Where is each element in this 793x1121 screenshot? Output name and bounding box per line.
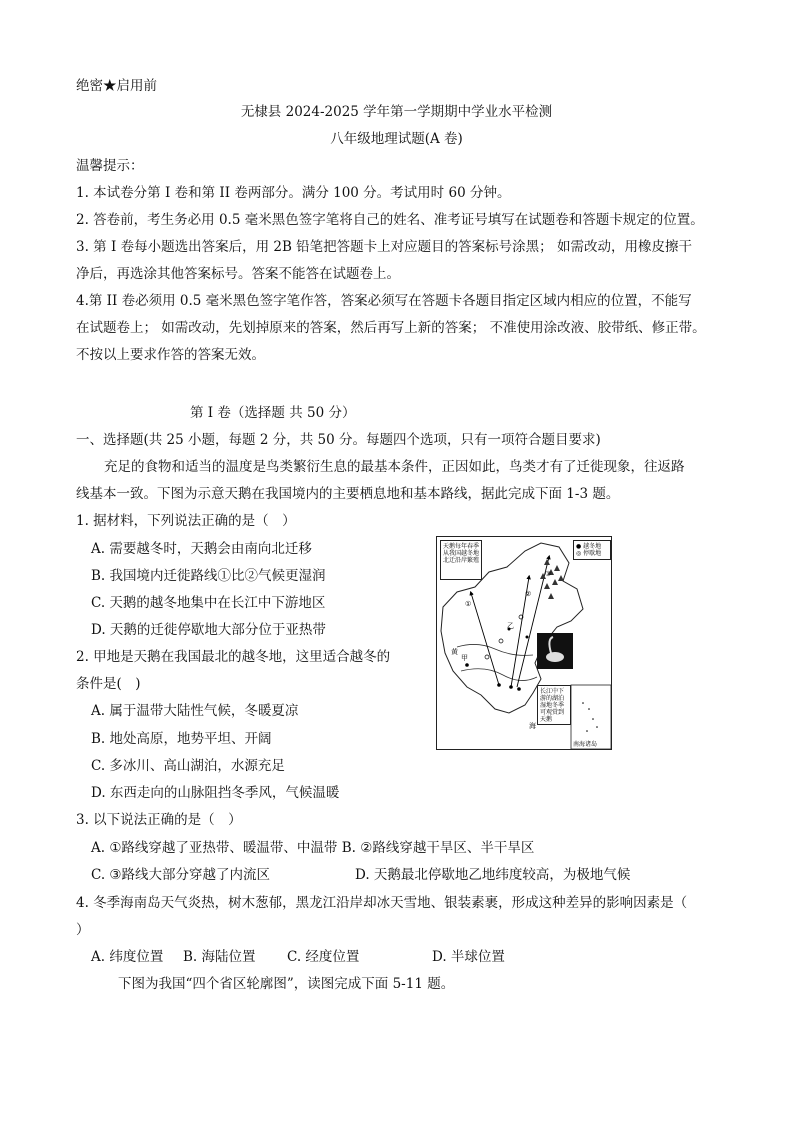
passage-line: 线基本一致。下图为示意天鹅在我国境内的主要栖息地和基本路线，据此完成下面 1-3 题。 bbox=[76, 486, 620, 502]
notice-item: 不按以上要求作答的答案无效。 bbox=[76, 347, 265, 363]
tree-marks bbox=[540, 559, 564, 599]
exam-subtitle: 八年级地理试题(A 卷) bbox=[330, 131, 463, 147]
notice-item: 在试题卷上； 如需改动，先划掉原来的答案，然后再写上新的答案； 不准使用涂改液、胶带纸、修正带。 bbox=[76, 320, 706, 336]
option-d: D. 天鹅的迁徙停歇地大部分位于亚热带 bbox=[91, 622, 326, 638]
inset-label: 南海诸岛 bbox=[573, 741, 598, 748]
river-line bbox=[457, 644, 533, 655]
river-line bbox=[461, 669, 537, 681]
notice-heading: 温馨提示： bbox=[76, 158, 144, 174]
notice-item: 2. 答卷前，考生务必用 0.5 毫米黑色签字笔将自己的姓名、准考证号填写在试题卷和答题卡规定的位置。 bbox=[76, 212, 704, 228]
map-note-right: 长江中下游的湖泊湿地冬季可观赏到天鹅 bbox=[537, 685, 571, 725]
notice-item: 3. 第 I 卷每小题选出答案后，用 2B 铅笔把答题卡上对应题目的答案标号涂黑； 如需改动，用橡皮擦干 bbox=[76, 239, 692, 255]
option-b: B. 海陆位置 bbox=[183, 949, 256, 965]
option-a: A. 属于温带大陆性气候，冬暖夏凉 bbox=[91, 703, 299, 719]
map-note-top: 天鹅每年春季从我国越冬地北迁沿岸繁殖 bbox=[440, 540, 482, 580]
question-stem: 3. 以下说法正确的是（ ） bbox=[76, 812, 242, 828]
map-legend: ● 越冬地 ◎ 停歇地 bbox=[573, 540, 611, 560]
place-label: 海 bbox=[529, 722, 536, 730]
question-stem-end: ） bbox=[76, 922, 90, 938]
option-c: C. 多冰川、高山湖泊，水源充足 bbox=[91, 758, 285, 774]
place-label: 甲 bbox=[461, 654, 468, 662]
notice-item: 4.第 II 卷必须用 0.5 毫米黑色签字笔作答，答案必须写在答题卡各题目指定区域内相应的位置，不能写 bbox=[76, 293, 692, 309]
option-row: A. ①路线穿越了亚热带、暖温带、中温带 B. ②路线穿越干旱区、半干旱区 bbox=[91, 840, 535, 856]
exam-title: 无棣县 2024-2025 学年第一学期期中学业水平检测 bbox=[240, 104, 553, 120]
notice-item: 1. 本试卷分第 I 卷和第 II 卷两部分。满分 100 分。考试用时 60 分钟。 bbox=[76, 185, 511, 201]
option-b: B. 地处高原，地势平坦、开阔 bbox=[91, 731, 272, 747]
question-stem: 1. 据材料，下列说法正确的是（ ） bbox=[76, 513, 296, 529]
option-c: C. ③路线大部分穿越了内流区 bbox=[91, 867, 271, 883]
route-1 bbox=[471, 593, 499, 685]
section-title: 第 I 卷（选择题 共 50 分） bbox=[190, 405, 356, 421]
passage-line: 充足的食物和适当的温度是鸟类繁衍生息的最基本条件，正因如此，鸟类才有了迁徙现象，往返路 bbox=[104, 459, 685, 475]
route-label: ② bbox=[525, 590, 532, 598]
secret-label: 绝密★启用前 bbox=[76, 78, 157, 94]
inset-frame bbox=[571, 685, 611, 749]
place-label: 黄 bbox=[451, 648, 458, 656]
route-label: ① bbox=[465, 600, 472, 608]
route-label: ③ bbox=[545, 570, 552, 578]
notice-item: 净后，再选涂其他答案标号。答案不能答在试题卷上。 bbox=[76, 266, 400, 282]
swan-migration-map bbox=[436, 536, 612, 750]
section-instruction: 一、选择题(共 25 小题，每题 2 分，共 50 分。每题四个选项，只有一项符合题目要求) bbox=[76, 432, 601, 448]
option-d: D. 天鹅最北停歇地乙地纬度较高，为极地气候 bbox=[355, 867, 631, 883]
question-stem: 条件是( ) bbox=[76, 676, 141, 692]
passage-line: 下图为我国“四个省区轮廓图”，读图完成下面 5-11 题。 bbox=[118, 976, 455, 992]
option-d: D. 东西走向的山脉阻挡冬季风，气候温暖 bbox=[91, 785, 340, 801]
option-c: C. 经度位置 bbox=[287, 949, 360, 965]
place-label: 乙 bbox=[507, 622, 514, 630]
option-a: A. 纬度位置 bbox=[91, 949, 164, 965]
option-a: A. 需要越冬时，天鹅会由南向北迁移 bbox=[91, 541, 312, 557]
question-stem: 4. 冬季海南岛天气炎热，树木葱郁，黑龙江沿岸却冰天雪地、银装素裹，形成这种差异的影响因素是（ bbox=[76, 895, 688, 911]
option-b: B. 我国境内迁徙路线①比②气候更湿润 bbox=[91, 568, 326, 584]
swan-photo bbox=[537, 633, 573, 669]
option-c: C. 天鹅的越冬地集中在长江中下游地区 bbox=[91, 595, 326, 611]
option-d: D. 半球位置 bbox=[432, 949, 505, 965]
question-stem: 2. 甲地是天鹅在我国最北的越冬地，这里适合越冬的 bbox=[76, 649, 391, 665]
